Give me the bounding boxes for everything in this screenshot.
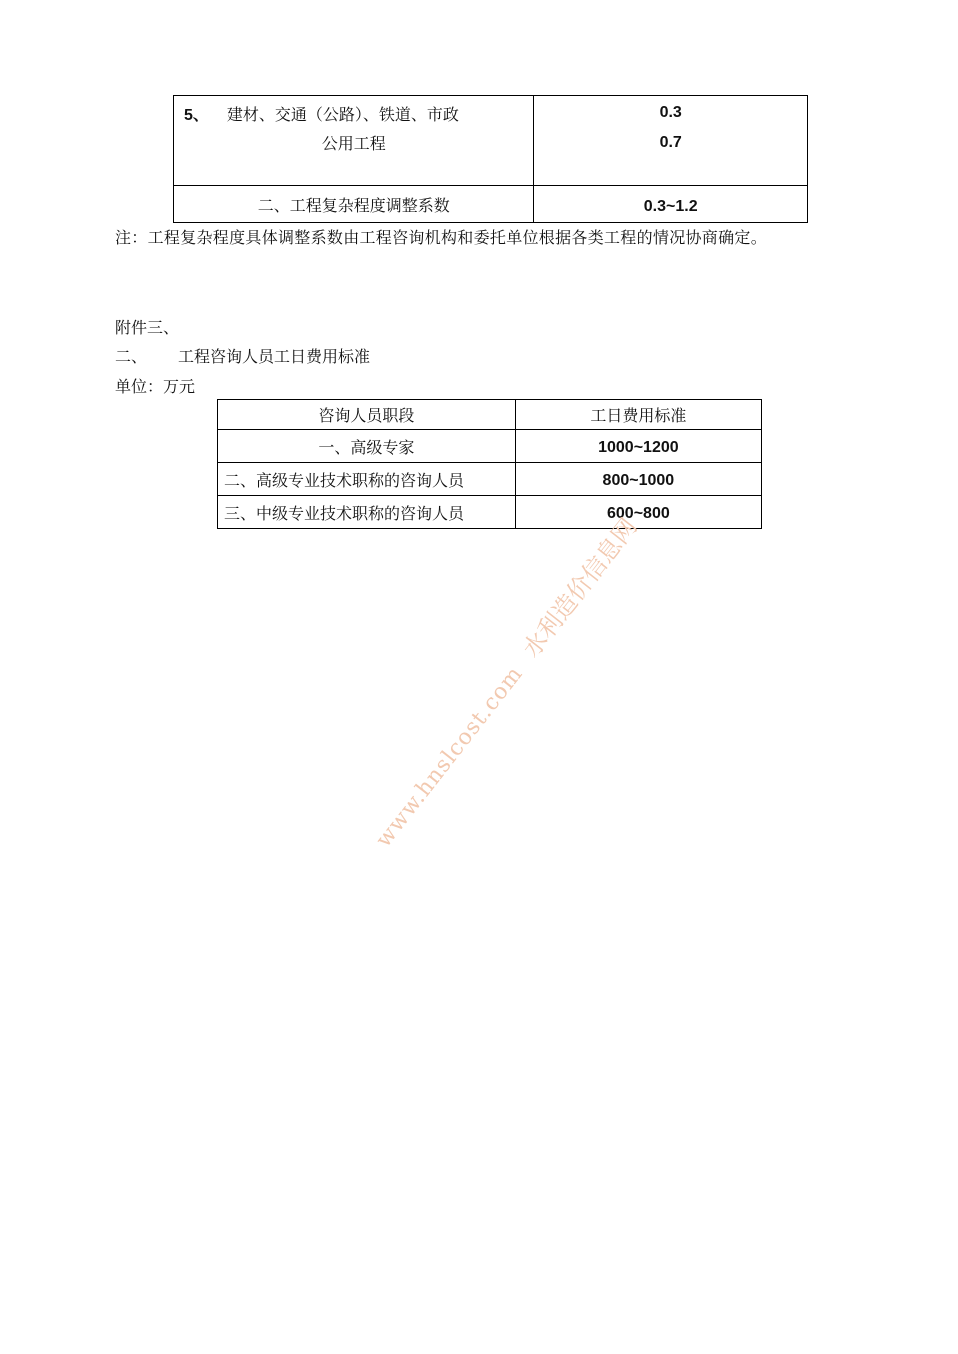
table-row: [218, 463, 762, 496]
table-row: [174, 186, 808, 223]
column-header-role: 咨询人员职段: [218, 400, 516, 430]
table-header-row: [218, 400, 762, 430]
fee-cell: 800~1000: [515, 463, 761, 496]
row5-category-cell: [174, 96, 534, 186]
row5-line1: [184, 102, 459, 125]
attachment-heading: 附件三、: [115, 318, 180, 337]
daily-fee-table: [217, 399, 762, 529]
role-cell: 一、高级专家: [218, 430, 516, 463]
section-title: 工程咨询人员工日费用标准: [178, 347, 371, 366]
table-row: [174, 96, 808, 186]
watermark: [364, 513, 643, 853]
row5-value: 0.3: [659, 104, 682, 121]
row5-value: 0.7: [659, 134, 682, 151]
complexity-label-cell: 二、工程复杂程度调整系数: [174, 186, 534, 223]
coefficient-table: [173, 95, 808, 223]
row5-number: 5、: [184, 107, 209, 124]
section-number: 二、: [115, 347, 148, 366]
table-row: [218, 496, 762, 529]
complexity-value-cell: 0.3~1.2: [534, 186, 808, 223]
section-heading: [115, 343, 370, 371]
watermark-url: www.hnslcost.com: [371, 661, 529, 853]
role-cell: 二、高级专业技术职称的咨询人员: [218, 463, 516, 496]
watermark-site-name: 水利造价信息网: [517, 513, 643, 663]
fee-cell: 1000~1200: [515, 430, 761, 463]
table-row: [218, 430, 762, 463]
row5-category-text-continued: 公用工程: [321, 134, 386, 153]
fee-cell: 600~800: [515, 496, 761, 529]
row5-values-cell: [534, 96, 808, 186]
column-header-fee: 工日费用标准: [515, 400, 761, 430]
note-paragraph: 注：工程复杂程度具体调整系数由工程咨询机构和委托单位根据各类工程的情况协商确定。: [115, 228, 768, 247]
row5-category-text: 建材、交通（公路）、铁道、市政: [226, 105, 459, 124]
unit-label: 单位：万元: [115, 377, 196, 396]
role-cell: 三、中级专业技术职称的咨询人员: [218, 496, 516, 529]
